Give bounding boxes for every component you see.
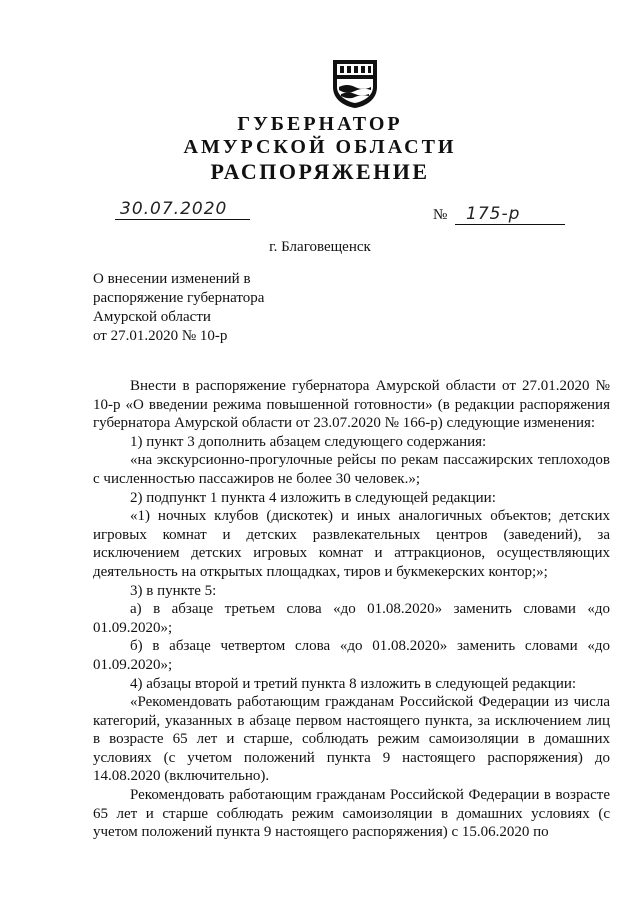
header-title-governor: ГУБЕРНАТОР (237, 113, 403, 135)
body-paragraph: б) в абзаце четвертом слова «до 01.08.2020» заменить словами «до 01.09.2020»; (93, 638, 610, 673)
document-number: 175-р (466, 204, 521, 224)
subject-line: распоряжение губернатора (93, 290, 265, 306)
body-paragraph: а) в абзаце третьем слова «до 01.08.2020» заменить словами «до 01.09.2020»; (93, 601, 610, 636)
subject-line: от 27.01.2020 № 10-р (93, 328, 228, 344)
subject-line: О внесении изменений в (93, 271, 251, 287)
city-label: г. Благовещенск (269, 239, 371, 255)
header-title-region: АМУРСКОЙ ОБЛАСТИ (183, 136, 457, 158)
body-paragraph: 4) абзацы второй и третий пункта 8 изложить в следующей редакции: (130, 675, 577, 692)
date-underline (115, 219, 250, 220)
document-date: 30.07.2020 (120, 199, 228, 219)
body-paragraph: Внести в распоряжение губернатора Амурской области от 27.01.2020 № 10-р «О введении режима повышенной готовности» (в редакции распоряжения губернатора Амурской области от 23.07.2020 № 166-р) следующие изменения: (93, 378, 610, 432)
subject-line: Амурской области (93, 309, 211, 325)
header-doc-type: РАСПОРЯЖЕНИЕ (210, 159, 430, 184)
body-paragraph: 2) подпункт 1 пункта 4 изложить в следующей редакции: (130, 489, 496, 506)
document-subject (93, 270, 264, 346)
document-body (93, 377, 610, 842)
number-sign: № (433, 207, 448, 223)
body-paragraph: Рекомендовать работающим гражданам Российской Федерации в возрасте 65 лет и старше соблюдать режим самоизоляции в домашних условиях (с учетом положений пункта 9 настоящего распоряжения) с 15.06.2020 по (93, 787, 610, 841)
body-paragraph: «Рекомендовать работающим гражданам Российской Федерации из числа категорий, указанных в абзаце первом настоящего пункта, за исключением лиц в возрасте 65 лет и старше, соблюдать режим самоизоляции в домашних условиях (с учетом положений пункта 9 настоящего распоряжения) до 14.08.2020 (включительно). (93, 694, 610, 785)
coat-of-arms-icon (329, 57, 381, 109)
body-paragraph: 1) пункт 3 дополнить абзацем следующего содержания: (130, 433, 487, 450)
number-underline (455, 224, 565, 225)
body-paragraph: «1) ночных клубов (дискотек) и иных аналогичных объектов; детских игровых комнат и детских развлекательных центров (заведений), за исключением детских игровых комнат и аттракционов, осуществляющих деятельность на открытых площадках, тиров и букмекерских контор;»; (93, 508, 610, 580)
body-paragraph: 3) в пункте 5: (130, 582, 217, 599)
body-paragraph: «на экскурсионно-прогулочные рейсы по рекам пассажирских теплоходов с численностью пассажиров не более 30 человек.»; (93, 452, 610, 487)
